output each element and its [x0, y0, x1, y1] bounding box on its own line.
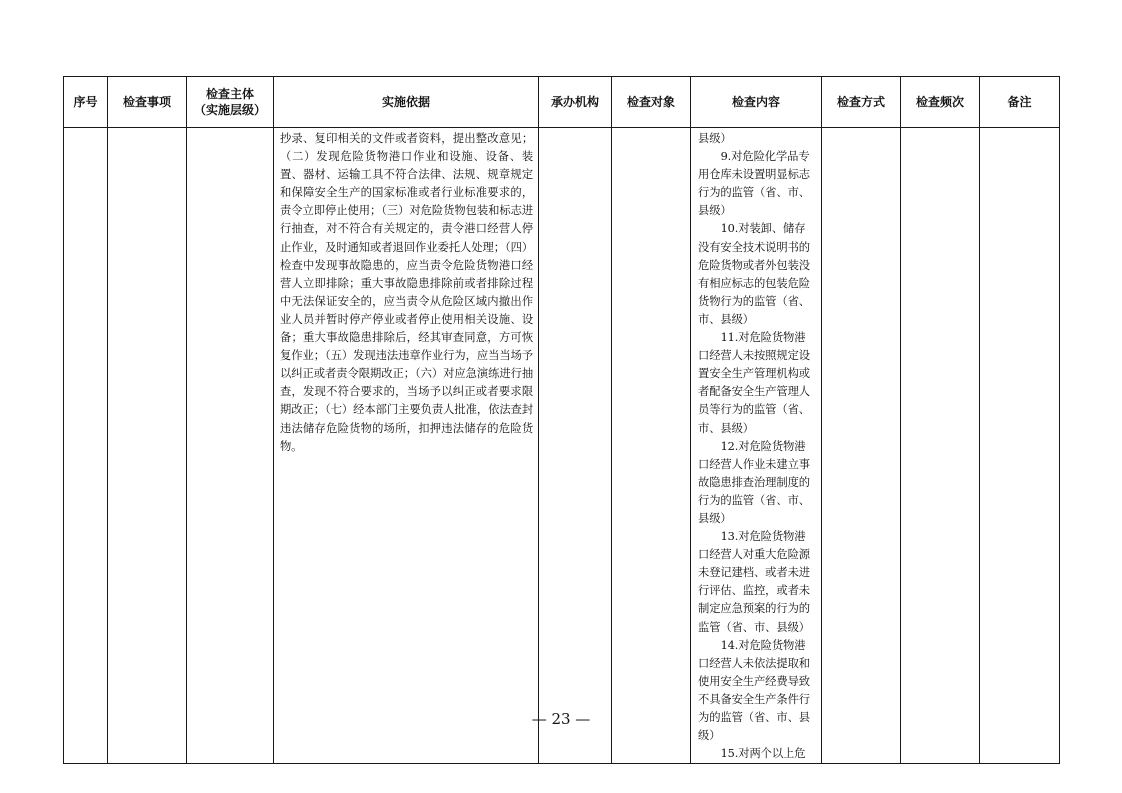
content-item: 9.对危险化学品专用仓库未设置明显标志行为的监管（省、市、县级）: [698, 150, 810, 218]
content-text: [691, 128, 821, 763]
cell-agency: [539, 128, 612, 764]
header-seq: 序号: [64, 77, 108, 128]
cell-basis: [274, 128, 539, 764]
header-basis: 实施依据: [274, 77, 539, 128]
content-lead: 县级）: [698, 132, 732, 145]
header-frequency: 检查频次: [901, 77, 980, 128]
content-item: 10.对装卸、储存没有安全技术说明书的危险货物或者外包装没有相应标志的包装危险货物行为的监管（省、市、县级）: [698, 222, 810, 326]
cell-target: [612, 128, 691, 764]
table-row: [64, 128, 1060, 764]
header-target: 检查对象: [612, 77, 691, 128]
cell-subject: [187, 128, 274, 764]
header-subject-line2: （实施层级）: [193, 103, 266, 117]
content-item: 11.对危险货物港口经营人未按照规定设置安全生产管理机构或者配备安全生产管理人员等行为的监管（省、市、县级）: [698, 331, 810, 435]
header-subject-line1: 检查主体: [205, 87, 254, 101]
header-remarks: 备注: [980, 77, 1060, 128]
header-content: 检查内容: [691, 77, 822, 128]
content-item: 12.对危险货物港口经营人作业未建立事故隐患排查治理制度的行为的监管（省、市、县级）: [698, 439, 810, 525]
cell-seq: [64, 128, 108, 764]
header-method: 检查方式: [822, 77, 901, 128]
inspection-table: [63, 76, 1060, 764]
content-item: 13.对危险货物港口经营人对重大危险源未登记建档、或者未进行评估、监控，或者未制定应急预案的行为的监管（省、市、县级）: [698, 530, 810, 634]
cell-frequency: [901, 128, 980, 764]
content-item: 14.对危险货物港口经营人未依法提取和使用安全生产经费导致不具备安全生产条件行为的监管（省、市、县级）: [698, 638, 810, 743]
cell-item: [108, 128, 187, 764]
cell-remarks: [980, 128, 1060, 764]
cell-content: [691, 128, 822, 764]
header-row: [64, 77, 1060, 128]
page-number: — 23 —: [531, 710, 591, 728]
header-item: 检查事项: [108, 77, 187, 128]
header-agency: 承办机构: [539, 77, 612, 128]
cell-method: [822, 128, 901, 764]
basis-text: 抄录、复印相关的文件或者资料，提出整改意见；（二）发现危险货物港口作业和设施、设备、装置、器材、运输工具不符合法律、法规、规章规定和保障安全生产的国家标准或者行业标准要求的，责令立即停止使用；（三）对危险货物包装和标志进行抽查，对不符合有关规定的，责令港口经营人停止作业，及时通知或者退回作业委托人处理；（四）检查中发现事故隐患的，应当责令危险货物港口经营人立即排除；重大事故隐患排除前或者排除过程中无法保证安全的，应当责令从危险区域内撤出作业人员并暂时停产停业或者停止使用相关设施、设备；重大事故隐患排除后，经其审查同意，方可恢复作业；（五）发现违法违章作业行为，应当当场予以纠正或者责令限期改正；（六）对应急演练进行抽查，发现不符合要求的，当场予以纠正或者要求限期改正；（七）经本部门主要负责人批准，依法查封违法储存危险货物的场所，扣押违法储存的危险货物。: [280, 132, 533, 453]
header-subject: [187, 77, 274, 128]
content-item: 15.对两个以上危: [720, 747, 806, 761]
